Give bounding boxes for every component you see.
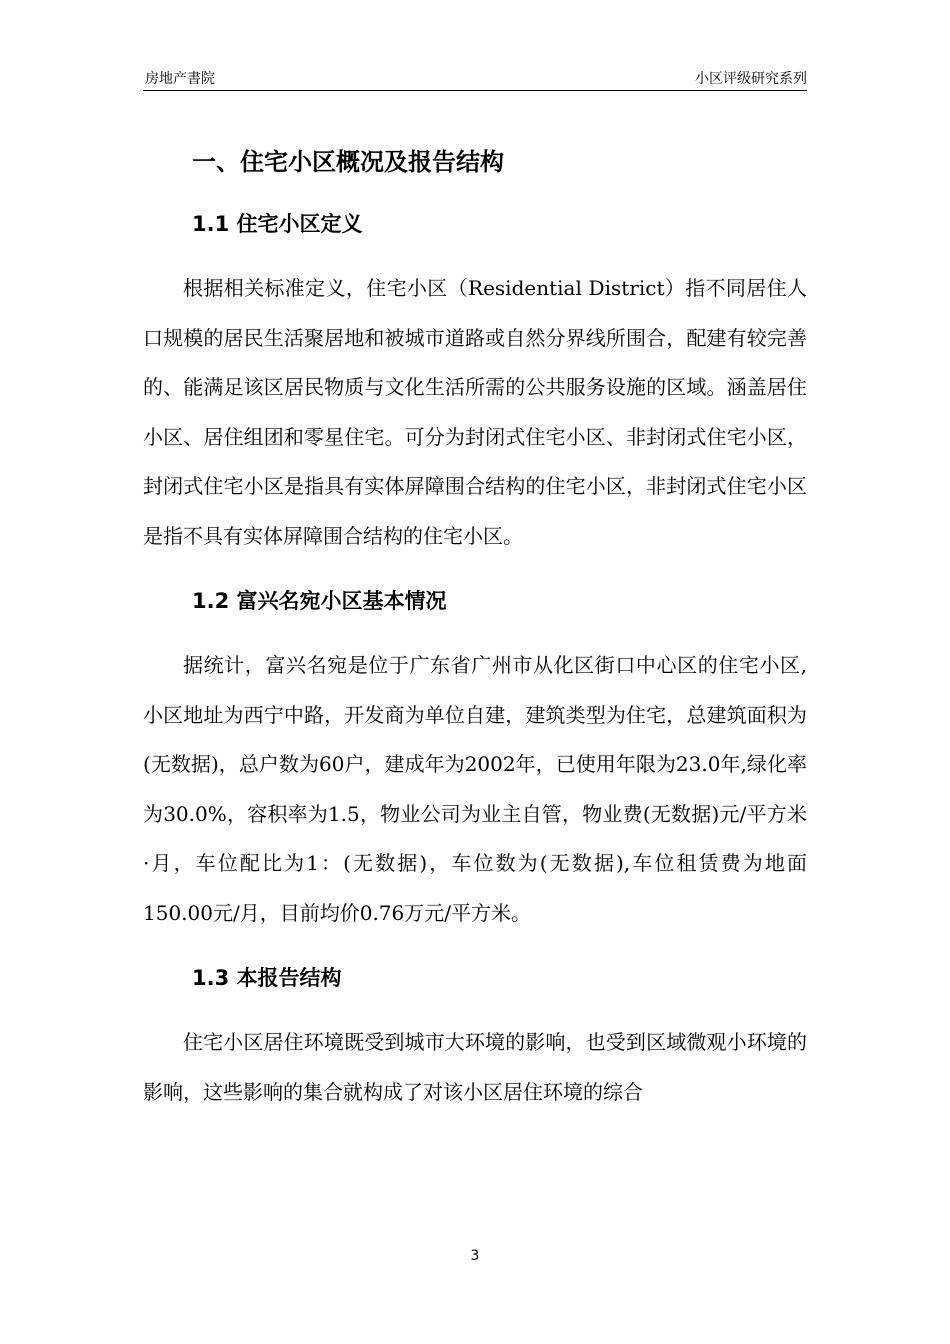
section-title-1-2: 1.2 富兴名宛小区基本情况 <box>192 589 447 613</box>
section-title-1-3: 1.3 本报告结构 <box>192 966 342 990</box>
section-title-1-1: 1.1 住宅小区定义 <box>192 212 363 236</box>
section-paragraph-1-2: 据统计，富兴名宛是位于广东省广州市从化区街口中心区的住宅小区,小区地址为西宁中路，开发商为单位自建，建筑类型为住宅，总建筑面积为(无数据)，总户数为60户，建成年为2002年，已使用年限为23.0年,绿化率为30.0%，容积率为1.5，物业公司为业主自管，物业费(无数据)元/平方米·月，车位配比为1：(无数据)，车位数为(无数据),车位租赁费为地面150.00元/月，目前均价0.76万元/平方米。 <box>143 653 807 925</box>
page-header <box>143 66 807 91</box>
chapter-title: 一、住宅小区概况及报告结构 <box>192 148 504 176</box>
page-number: 3 <box>470 1248 480 1264</box>
section-paragraph-1-3: 住宅小区居住环境既受到城市大环境的影响，也受到区域微观小环境的影响，这些影响的集合就构成了对该小区居住环境的综合 <box>143 1030 807 1104</box>
document-body <box>143 140 807 1117</box>
header-publisher: 房地产書院 <box>145 71 215 87</box>
header-series-title: 小区评级研究系列 <box>695 71 807 87</box>
section-paragraph-1-1: 根据相关标准定义，住宅小区（Residential District）指不同居住人口规模的居民生活聚居地和被城市道路或自然分界线所围合，配建有较完善的、能满足该区居民物质与文化生活所需的公共服务设施的区域。涵盖居住小区、居住组团和零星住宅。可分为封闭式住宅小区、非封闭式住宅小区，封闭式住宅小区是指具有实体屏障围合结构的住宅小区，非封闭式住宅小区是指不具有实体屏障围合结构的住宅小区。 <box>143 276 807 548</box>
